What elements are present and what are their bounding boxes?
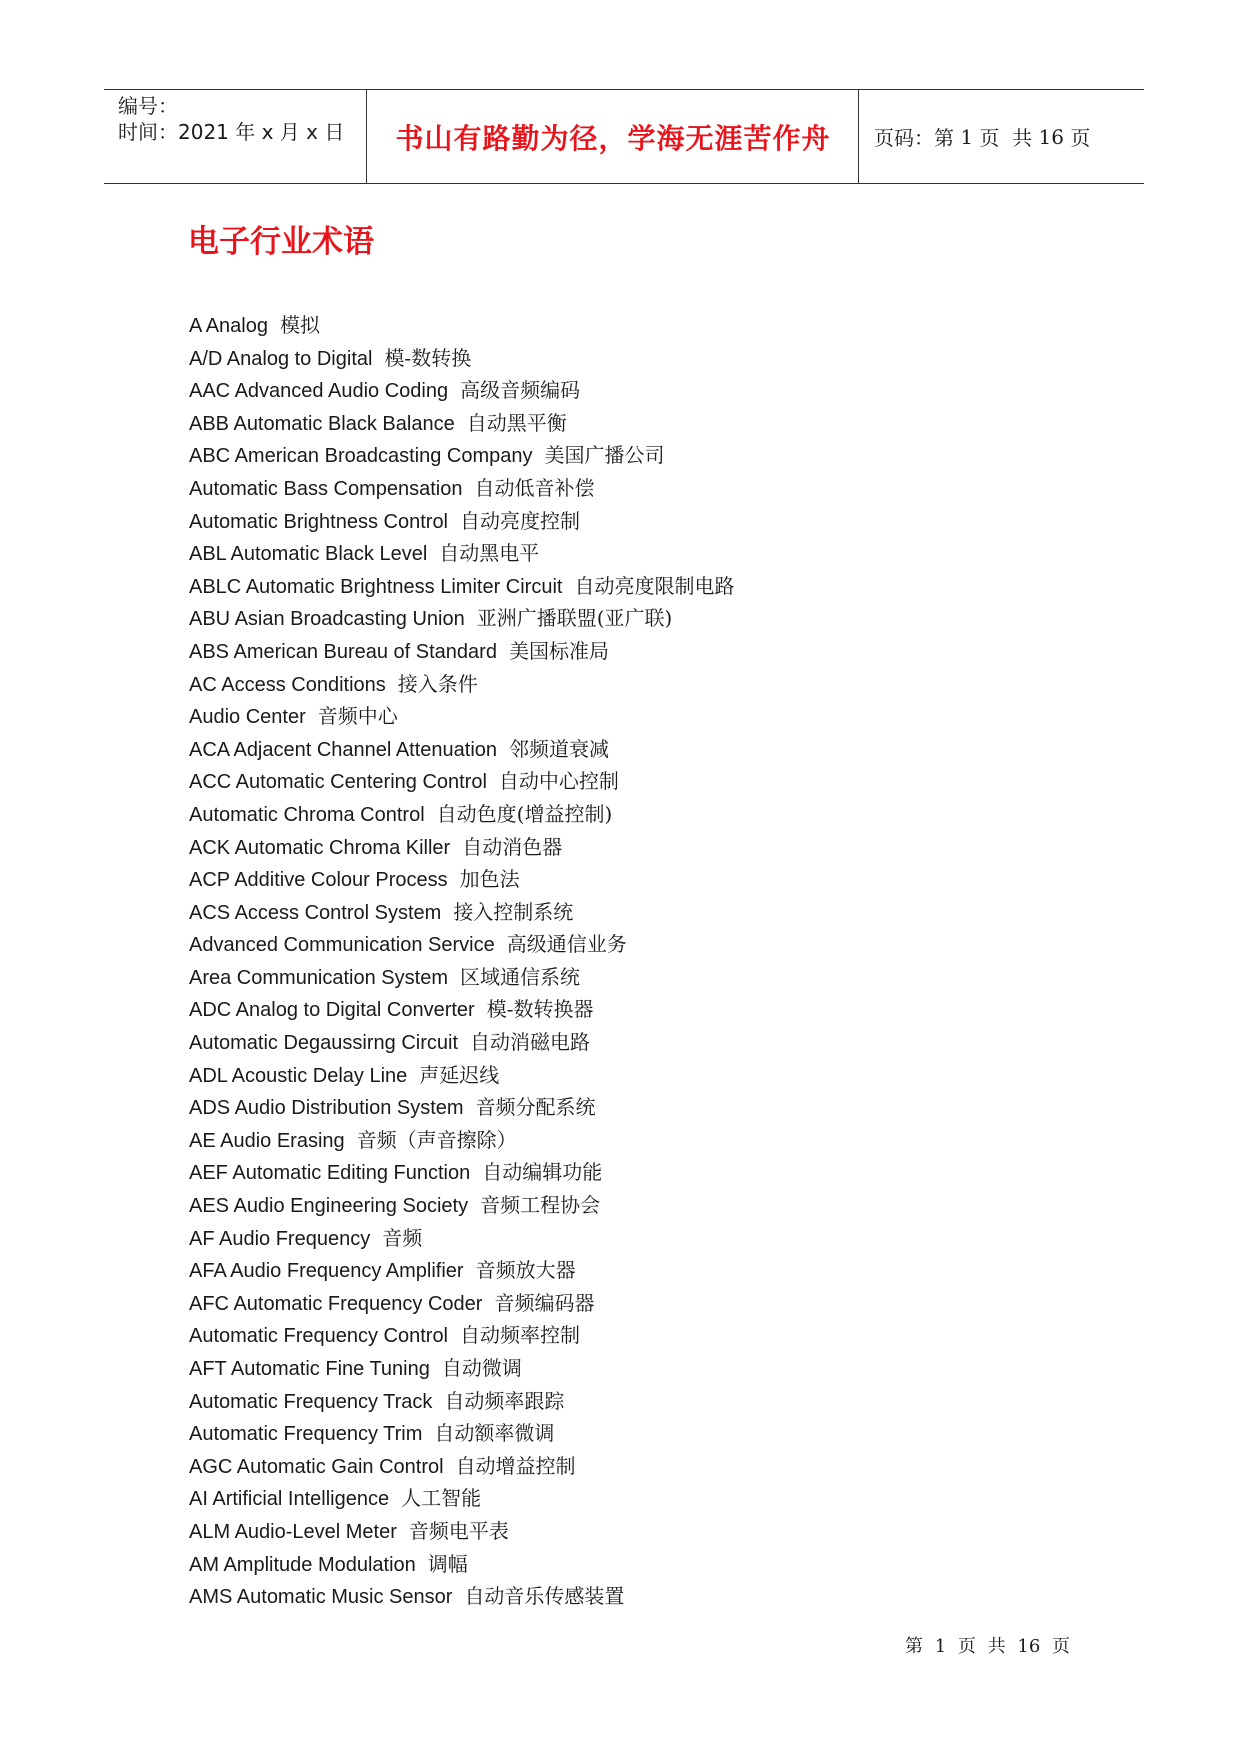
term-english: AM Amplitude Modulation xyxy=(189,1553,416,1576)
term-chinese: 音频（声音擦除） xyxy=(356,1127,517,1152)
term-item xyxy=(189,1091,734,1124)
term-item xyxy=(189,1156,734,1189)
term-chinese: 自动频率跟踪 xyxy=(444,1388,565,1413)
term-item xyxy=(189,1482,734,1515)
number-label: 编号： xyxy=(118,94,178,118)
term-english: ABB Automatic Black Balance xyxy=(189,412,455,435)
term-english: ACK Automatic Chroma Killer xyxy=(189,836,451,859)
term-item xyxy=(189,733,734,766)
term-item xyxy=(189,570,734,603)
term-item xyxy=(189,993,734,1026)
term-chinese: 自动编辑功能 xyxy=(482,1160,603,1185)
term-chinese: 音频 xyxy=(382,1225,423,1250)
header-meta-cell xyxy=(104,90,367,183)
term-item xyxy=(189,1417,734,1450)
term-english: A Analog xyxy=(189,315,268,337)
term-english: AAC Advanced Audio Coding xyxy=(189,380,449,403)
term-chinese: 人工智能 xyxy=(401,1486,482,1511)
term-chinese: 自动亮度限制电路 xyxy=(574,573,735,598)
term-item xyxy=(189,1124,734,1157)
term-english: Automatic Frequency Trim xyxy=(189,1423,423,1446)
term-chinese: 模-数转换 xyxy=(384,345,472,370)
term-chinese: 高级音频编码 xyxy=(460,378,581,403)
term-item xyxy=(189,407,734,440)
term-item xyxy=(189,1515,734,1548)
term-item xyxy=(189,1352,734,1385)
term-english: Automatic Degaussirng Circuit xyxy=(189,1032,458,1055)
page-current: 1 xyxy=(960,124,974,149)
term-chinese: 自动消磁电路 xyxy=(470,1030,590,1055)
term-item xyxy=(189,1254,734,1287)
term-chinese: 音频编码器 xyxy=(494,1290,595,1315)
term-chinese: 自动亮度控制 xyxy=(460,508,581,533)
footer-mid: 页 共 xyxy=(957,1636,1006,1657)
header-page-cell xyxy=(860,90,1144,183)
term-english: ABL Automatic Black Level xyxy=(189,543,428,566)
term-chinese: 自动色度(增益控制) xyxy=(436,801,613,826)
footer-total: 16 xyxy=(1017,1636,1041,1657)
motto: 书山有路勤为径，学海无涯苦作舟 xyxy=(395,121,831,155)
term-item xyxy=(189,635,734,668)
term-english: A/D Analog to Digital xyxy=(189,347,373,370)
page-footer xyxy=(905,1632,1070,1658)
term-english: ABC American Broadcasting Company xyxy=(189,445,533,468)
term-english: Automatic Bass Compensation xyxy=(189,477,463,500)
term-chinese: 美国标准局 xyxy=(508,638,609,663)
term-item xyxy=(189,798,734,831)
term-chinese: 音频放大器 xyxy=(475,1258,576,1283)
term-item xyxy=(189,439,734,472)
term-chinese: 接入控制系统 xyxy=(453,899,574,924)
term-item xyxy=(189,1580,734,1613)
term-english: AEF Automatic Editing Function xyxy=(189,1162,471,1185)
term-english: Area Communication System xyxy=(189,966,448,989)
term-chinese: 邻频道衰减 xyxy=(509,736,610,761)
term-item xyxy=(189,1450,734,1483)
term-english: AE Audio Erasing xyxy=(189,1129,345,1152)
term-item xyxy=(189,309,734,342)
term-chinese: 美国广播公司 xyxy=(544,443,665,468)
term-item xyxy=(189,1287,734,1320)
term-item xyxy=(189,700,734,733)
term-chinese: 自动额率微调 xyxy=(434,1421,555,1446)
term-chinese: 模拟 xyxy=(279,313,320,337)
page-mid: 页 共 xyxy=(973,126,1039,150)
term-english: ABU Asian Broadcasting Union xyxy=(189,608,465,631)
term-item xyxy=(189,1222,734,1255)
term-chinese: 自动黑平衡 xyxy=(466,410,567,435)
term-english: AC Access Conditions xyxy=(189,673,386,696)
time-label: 时间：2021 年 x 月 x 日 xyxy=(118,120,345,144)
page-total: 16 xyxy=(1038,124,1064,149)
term-english: ADS Audio Distribution System xyxy=(189,1097,464,1120)
term-english: ABLC Automatic Brightness Limiter Circuit xyxy=(189,575,563,598)
footer-prefix: 第 xyxy=(905,1636,923,1657)
term-chinese: 调幅 xyxy=(427,1551,468,1576)
term-chinese: 音频工程协会 xyxy=(480,1193,601,1218)
term-item xyxy=(189,1385,734,1418)
term-item xyxy=(189,505,734,538)
term-chinese: 接入条件 xyxy=(397,671,478,696)
term-english: AGC Automatic Gain Control xyxy=(189,1455,444,1478)
term-item xyxy=(189,1548,734,1581)
header-motto-cell xyxy=(368,90,859,183)
term-english: AFT Automatic Fine Tuning xyxy=(189,1358,430,1380)
footer-suffix: 页 xyxy=(1052,1636,1071,1657)
term-chinese: 高级通信业务 xyxy=(506,932,627,957)
term-item xyxy=(189,472,734,505)
term-chinese: 自动消色器 xyxy=(462,834,563,859)
term-item xyxy=(189,1189,734,1222)
footer-current: 1 xyxy=(934,1636,947,1657)
term-chinese: 自动频率控制 xyxy=(460,1323,581,1348)
term-english: Advanced Communication Service xyxy=(189,934,495,957)
term-item xyxy=(189,342,734,375)
term-english: AMS Automatic Music Sensor xyxy=(189,1586,453,1609)
term-english: Automatic Frequency Control xyxy=(189,1325,449,1348)
page-header xyxy=(104,89,1144,184)
term-english: Audio Center xyxy=(189,706,306,729)
term-english: AF Audio Frequency xyxy=(189,1227,371,1250)
term-english: ACC Automatic Centering Control xyxy=(189,771,487,794)
term-chinese: 亚洲广播联盟(亚广联) xyxy=(476,606,673,631)
term-english: ADL Acoustic Delay Line xyxy=(189,1064,408,1087)
term-english: ACA Adjacent Channel Attenuation xyxy=(189,738,498,761)
term-chinese: 音频中心 xyxy=(317,704,398,729)
term-english: ACP Additive Colour Process xyxy=(189,869,448,892)
term-item xyxy=(189,602,734,635)
term-chinese: 区域通信系统 xyxy=(459,964,580,989)
term-item xyxy=(189,668,734,701)
term-english: AFC Automatic Frequency Coder xyxy=(189,1292,483,1315)
term-english: ACS Access Control System xyxy=(189,901,442,924)
term-item xyxy=(189,831,734,864)
term-english: Automatic Frequency Track xyxy=(189,1390,433,1413)
term-english: ALM Audio-Level Meter xyxy=(189,1520,397,1543)
term-english: Automatic Chroma Control xyxy=(189,803,425,826)
term-chinese: 模-数转换器 xyxy=(486,997,594,1022)
term-item xyxy=(189,1026,734,1059)
term-item xyxy=(189,896,734,929)
term-english: AFA Audio Frequency Amplifier xyxy=(189,1260,464,1283)
term-item xyxy=(189,961,734,994)
term-chinese: 自动低音补偿 xyxy=(474,475,595,500)
term-item xyxy=(189,928,734,961)
term-item xyxy=(189,1059,734,1092)
terms-list xyxy=(189,309,734,1613)
term-item xyxy=(189,765,734,798)
term-chinese: 声延迟线 xyxy=(419,1062,500,1087)
term-chinese: 自动中心控制 xyxy=(498,769,619,794)
term-chinese: 自动黑电平 xyxy=(439,541,540,566)
page-suffix: 页 xyxy=(1063,126,1091,150)
term-chinese: 自动微调 xyxy=(441,1356,522,1380)
term-english: AI Artificial Intelligence xyxy=(189,1488,390,1511)
term-english: Automatic Brightness Control xyxy=(189,510,449,533)
page-prefix: 页码：第 xyxy=(874,126,961,150)
term-chinese: 自动增益控制 xyxy=(455,1453,576,1478)
term-english: AES Audio Engineering Society xyxy=(189,1195,469,1218)
term-item xyxy=(189,863,734,896)
term-item xyxy=(189,537,734,570)
term-chinese: 自动音乐传感装置 xyxy=(464,1584,625,1609)
term-english: ADC Analog to Digital Converter xyxy=(189,999,475,1022)
term-english: ABS American Bureau of Standard xyxy=(189,640,497,663)
term-chinese: 音频电平表 xyxy=(408,1518,509,1543)
term-item xyxy=(189,374,734,407)
document-title: 电子行业术语 xyxy=(188,224,374,260)
term-chinese: 音频分配系统 xyxy=(475,1095,596,1120)
term-chinese: 加色法 xyxy=(459,867,520,892)
term-item xyxy=(189,1319,734,1352)
